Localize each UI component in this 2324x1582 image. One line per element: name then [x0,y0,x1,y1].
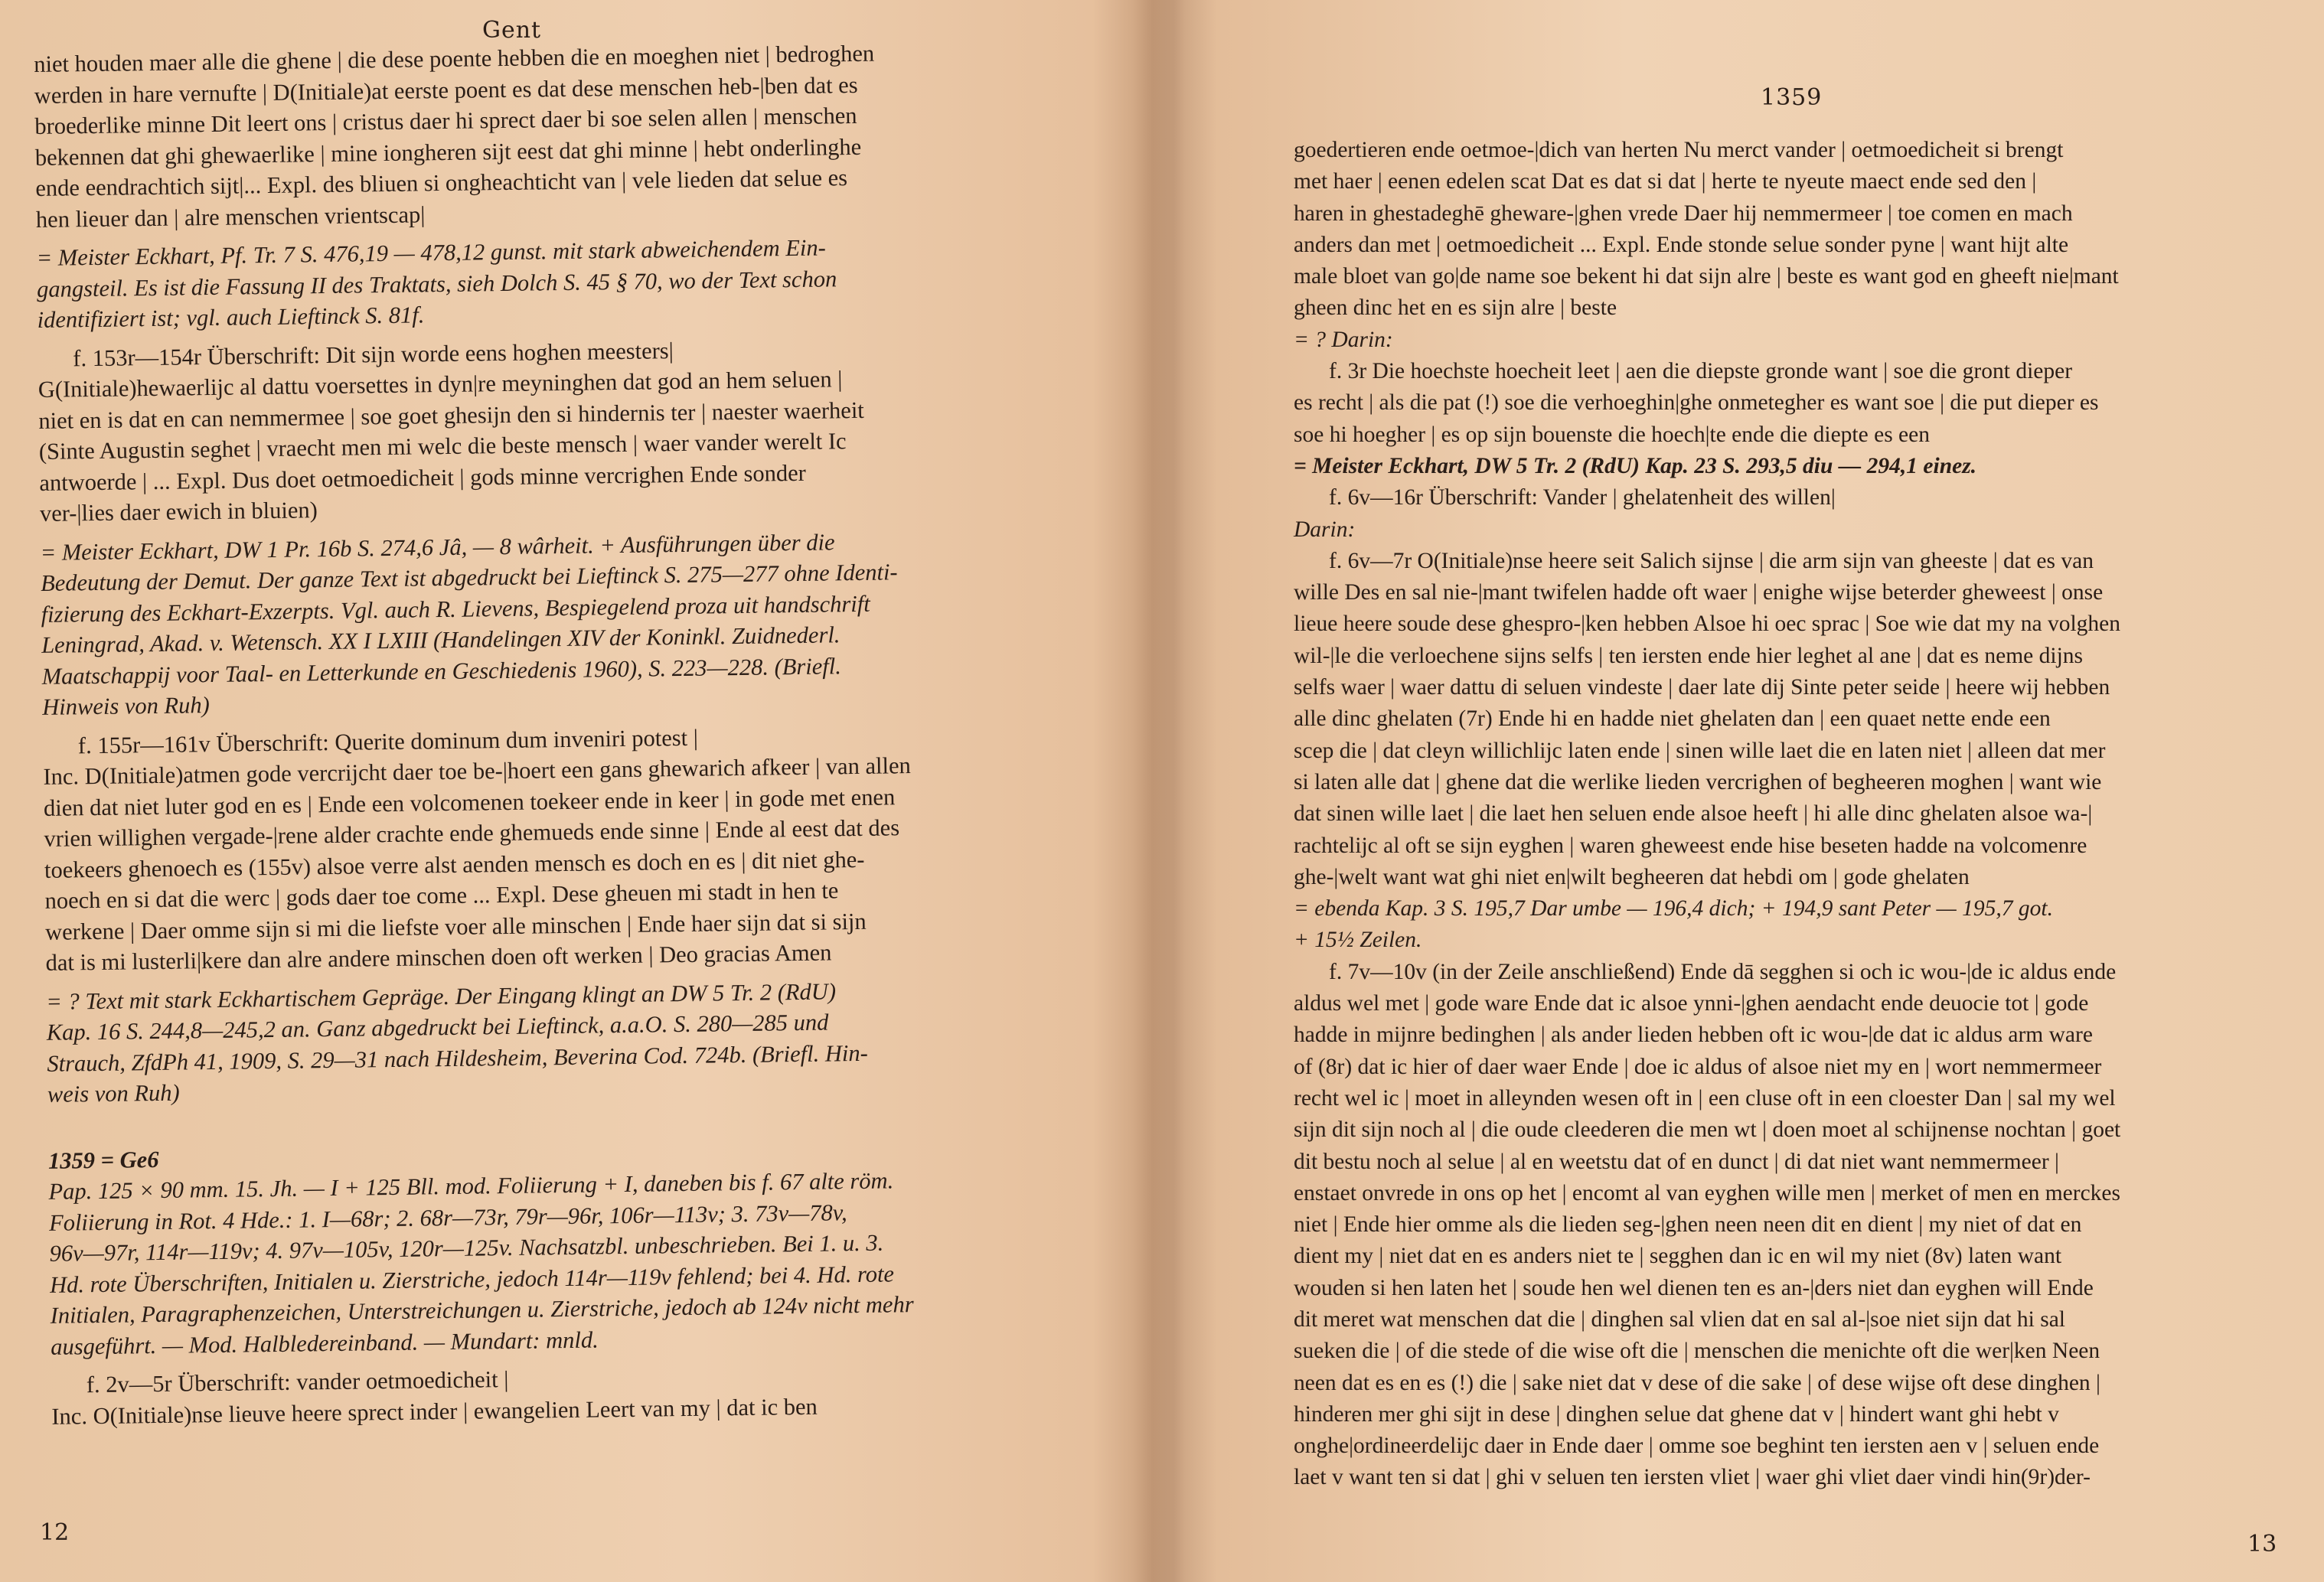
text-line: sijn dit sijn noch al | die oude cleederen die men wt | doen moet al schijnense nochtan | goet [1294,1117,2121,1143]
text-line: werden in hare vernufte | D(Initiale)at eerste poent es dat dese menschen heb-|ben dat es [34,71,858,109]
running-header-right: 1359 [1761,84,1823,111]
text-line: male bloet van go|de name soe bekent hi dat sijn alre | beste es want god en gheeft nie|mant [1294,264,2119,289]
text-line: niet | Ende hier omme als die lieden seg-|ghen neen neen dit en dient | my niet of dat en [1294,1212,2082,1238]
text-line: lieue heere soude dese ghespro-|ken hebben Alsoe hi oec sprac | Soe wie dat my na volghen [1294,612,2121,637]
text-line: = ? Darin: [1294,327,1393,352]
page-number-right: 13 [2247,1531,2277,1558]
text-line: dit bestu noch al selue | al en weetstu dat of en dunct | di dat niet want nemmermeer | [1294,1149,2059,1174]
text-line: met haer | eenen edelen scat Dat es dat si dat | herte te nyeute maect ende sed den | [1294,169,2037,194]
text-line: ver-|lies daer ewich in bluien) [39,497,318,527]
text-line: = ebenda Kap. 3 S. 195,7 Dar umbe — 196,4 dich; + 194,9 sant Peter — 195,7 got. [1294,896,2053,921]
page-number-left: 12 [40,1519,70,1546]
text-line: noech en si dat die werc | gods daer toe come ... Expl. Dese gheuen mi stadt in hen te [44,877,839,914]
text-line: vrien willighen vergade-|rene alder crachte ende ghemueds ende sinne | Ende al eest dat des [44,814,900,852]
text-block [1294,135,2277,1494]
text-line: fizierung des Eckhart-Exzerpts. Vgl. auch R. Lievens, Bespiegelend proza uit handschrift [41,590,870,628]
text-line: niet houden maer alle die ghene | die dese poente hebben die en moeghen niet | bedroghen [34,40,875,77]
text-line: alle dinc ghelaten (7r) Ende hi en hadde niet ghelaten dan | een quaet nette ende een [1294,706,2051,732]
text-line: Inc. O(Initiale)nse lieuve heere sprect inder | ewangelien Leert van my | dat ic ben [51,1393,818,1430]
text-line: antwoerde | ... Expl. Dus doet oetmoedicheit | gods minne vercrighen Ende sonder [39,459,807,496]
text-line: f. 6v—7r O(Initiale)nse heere seit Salich sijnse | die arm sijn van gheeste | dat es van [1329,548,2094,573]
text-line: G(Initiale)hewaerlijc al dattu voersettes in dyn|re meyninghen dat god an hem seluen | [38,366,843,403]
text-line: goedertieren ende oetmoe-|dich van herten Nu merct vander | oetmoedicheit si brengt [1294,138,2064,162]
text-line: aldus wel met | gode ware Ende dat ic alsoe ynni-|ghen aendacht ende deuocie tot | gode [1294,991,2089,1016]
text-line: Inc. D(Initiale)atmen gode vercrijcht daer toe be-|hoert een gans ghewarich afkeer | van allen [43,752,911,790]
left-page-text [34,36,1047,1440]
text-line: + 15½ Zeilen. [1294,928,1422,953]
running-header-left: Gent [482,17,542,44]
text-line: dient my | niet dat en es anders niet te | segghen dan ic en wil my niet (8v) laten want [1294,1244,2062,1269]
text-line: Bedeutung der Demut. Der ganze Text ist abgedruckt bei Lieftinck S. 275—277 ohne Identi- [40,559,898,596]
text-line: Leningrad, Akad. v. Wetensch. XX I LXIII (Handelingen XIV der Koninkl. Zuidnederl. [41,621,840,658]
text-line: dat sinen wille laet | die laet hen seluen ende alsoe heeft | hi alle dinc ghelaten alsoe wa-| [1294,801,2093,827]
text-line: Kap. 16 S. 244,8—245,2 an. Ganz abgedruckt bei Lieftinck, a.a.O. S. 280—285 und [46,1009,829,1045]
text-block [38,330,1035,529]
commentary-block [40,524,1037,723]
text-line: (Sinte Augustin seghet | vraecht men mi welc die beste mensch | waer vander werelt Ic [38,428,847,465]
text-line: niet en is dat en can nemmermee | soe goet ghesijn den si hindernis ter | naester waerheit [38,396,864,434]
manuscript-entry [48,1132,1046,1362]
text-line: scep die | dat cleyn willichlijc laten ende | sinen wille laet die en laten niet | alleen dat mer [1294,738,2106,763]
text-line: haren in ghestadeghē gheware-|ghen vrede Daer hij nemmermeer | toe comen en mach [1294,201,2073,226]
text-line: = Meister Eckhart, DW 5 Tr. 2 (RdU) Kap. 23 S. 293,5 diu — 294,1 einez. [1294,453,1977,478]
text-line: 96v—97r, 114r—119v; 4. 97v—105v, 120r—125v. Nachsatzbl. unbeschrieben. Bei 1. u. 3. [49,1229,884,1267]
text-line: dien dat niet luter god en es | Ende een volcomenen toekeer ende in keer | in gode met enen [43,783,896,821]
text-line: gheen dinc het en es sijn alre | beste [1294,295,1617,321]
text-line: Initialen, Paragraphenzeichen, Unterstreichungen u. Zierstriche, jedoch ab 124v nicht mehr [50,1291,914,1329]
text-line: dat is mi lusterli|kere dan alre andere minschen doen oft werken | Deo gracias Amen [45,939,832,976]
text-line: Pap. 125 × 90 mm. 15. Jh. — I + 125 Bll. mod. Foliierung + I, daneben bis f. 67 alte röm. [48,1167,894,1205]
text-line: = ? Text mit stark Eckhartischem Gepräge. Der Eingang klingt an DW 5 Tr. 2 (RdU) [46,977,837,1015]
text-line: enstaet onvrede in ons op het | encomt al van eyghen wille men | merket of men en merckes [1294,1180,2121,1205]
text-line: f. 3r Die hoechste hoecheit leet | aen die diepste gronde want | soe die gront dieper [1329,359,2073,384]
text-line: weis von Ruh) [47,1079,180,1107]
text-line: neen dat es en es (!) die | sake niet dat v dese of die sake | of dese wijse oft dese dinghen | [1294,1370,2100,1395]
text-line: Strauch, ZfdPh 41, 1909, S. 29—31 nach Hildesheim, Beverina Cod. 724b. (Briefl. Hin- [47,1039,868,1077]
text-line: wille Des en sal nie-|mant twifelen hadde oft waer | enighe wijse beterder gheweest | onse [1294,580,2104,605]
text-line: wouden si hen laten het | soude hen wel dienen ten es an-|ders niet dan eyghen will Ende [1294,1275,2094,1300]
text-line: ende eendrachtich sijt|... Expl. des bliuen si ongheachticht van | vele lieden dat selue es [35,165,848,201]
text-line: of (8r) dat ic hier of daer waer Ende | doe ic aldus of alsoe niet my en | wort nemmermeer [1294,1054,2102,1079]
text-line: f. 7v—10v (in der Zeile anschließend) Ende dā segghen si och ic wou-|de ic aldus ende [1329,959,2117,984]
right-page-text [1294,135,2277,1502]
text-line: recht wel ic | moet in alleynden wesen oft in | een cluse oft in een cloester Dan | sal my wel [1294,1085,2116,1111]
text-line: Hd. rote Überschriften, Initialen u. Zierstriche, jedoch 114r—119v fehlend; bei 4. Hd. rote [49,1260,895,1298]
text-line: selfs waer | waer dattu di seluen vindeste | daer late dij Sinte peter seide | heere wij hebben [1294,675,2110,700]
text-line: = Meister Eckhart, DW 1 Pr. 16b S. 274,6 Jâ, — 8 wârheit. + Ausführungen über die [40,528,835,566]
commentary-block [36,230,1032,336]
manuscript-id: 1359 = Ge6 [47,1146,159,1174]
text-line: Maatschappij voor Taal- en Letterkunde en Geschiedenis 1960), S. 223—228. (Briefl. [41,652,842,690]
text-line: soe hi hoegher | es op sijn bouenste die hoech|te ende die diepte es een [1294,422,1930,447]
text-line: ausgeführt. — Mod. Halbledereinband. — Mundart: mnld. [50,1326,599,1360]
text-line: es recht | als die pat (!) soe die verhoeghin|ghe onmetegher es want soe | die put dieper es [1294,390,2099,416]
text-line: werkene | Daer omme sijn si mi die liefste voer alle minschen | Ende haer sijn dat si sijn [44,908,867,945]
text-line: Foliierung in Rot. 4 Hde.: 1. I—68r; 2. 68r—73r, 79r—96r, 106r—113v; 3. 73v—78v, [48,1199,847,1236]
text-line: ghe-|welt want wat ghi niet en|wilt begheeren dat hebdi om | gode ghelaten [1294,864,1970,889]
text-block [51,1357,1047,1432]
text-line: dit meret wat menschen dat die | dinghen sal vlien dat en sal al-|soe niet sijn dat hi sal [1294,1306,2065,1332]
left-page [0,0,1133,1582]
text-line: hen lieuer dan | alre menschen vrientscap| [35,201,426,233]
text-line: = Meister Eckhart, Pf. Tr. 7 S. 476,19 — 478,12 gunst. mit stark abweichendem Ein- [36,234,826,271]
text-line: onghe|ordineerdelijc daer in Ende daer | omme soe beghint ten iersten aen v | seluen ende [1294,1434,2100,1459]
text-line: Darin: [1294,517,1356,542]
text-line: hadde in mijnre bedinghen | als ander lieden hebben oft ic wou-|de dat ic aldus arm ware [1294,1023,2093,1048]
text-line: hinderen mer ghi sijt in dese | dinghen selue dat ghene dat v | hindert want ghi hebt v [1294,1401,2059,1427]
text-line: gangsteil. Es ist die Fassung II des Traktats, sieh Dolch S. 45 § 70, wo der Text schon [36,265,837,302]
text-line: broederlike minne Dit leert ons | cristus daer hi sprect daer bi soe selen allen | menschen [34,102,857,139]
text-line: bekennen dat ghi ghewaerlike | mine iongheren sijt eest dat ghi minne | hebt onderlinghe [34,133,862,171]
text-block [34,36,1031,235]
text-line: rachtelijc al oft se sijn eyghen | waren gheweest ende hise beseten hadde na volcomenre [1294,833,2087,858]
commentary-block [46,973,1043,1110]
text-line: anders dan met | oetmoedicheit ... Expl. Ende stonde selue sonder pyne | want hijt alte [1294,232,2069,257]
text-line: sueken die | of die stede of die wise oft die | menschen die menichte oft die wer|ken Neen [1294,1339,2100,1364]
text-line: f. 153r—154r Überschrift: Dit sijn worde eens hoghen meesters| [73,337,674,371]
text-line: laet v want ten si dat | ghi v seluen ten iersten vliet | waer ghi vliet daer vindi hin(9r)der- [1294,1465,2091,1490]
text-line: f. 2v—5r Überschrift: vander oetmoedicheit | [86,1366,509,1398]
text-line: si laten alle dat | ghene dat die werlike lieden vercrighen of begheeren moghen | want wie [1294,769,2102,794]
text-line: toekeers ghenoech es (155v) alsoe verre alst aenden mensch es doch en es | dit niet ghe- [44,846,865,883]
text-line: identifiziert ist; vgl. auch Lieftinck S. 81f. [37,302,425,333]
right-page [1194,0,2324,1582]
text-line: f. 155r—161v Überschrift: Querite dominum dum inveniri potest | [77,724,699,758]
text-line: Hinweis von Ruh) [42,692,211,720]
text-line: wil-|le die verloechene sijns selfs | ten iersten ende hier leghet al ane | dat es neme dijns [1294,643,2084,668]
text-block [43,717,1041,978]
text-line: f. 6v—16r Überschrift: Vander | ghelatenheit des willen| [1329,485,1836,510]
